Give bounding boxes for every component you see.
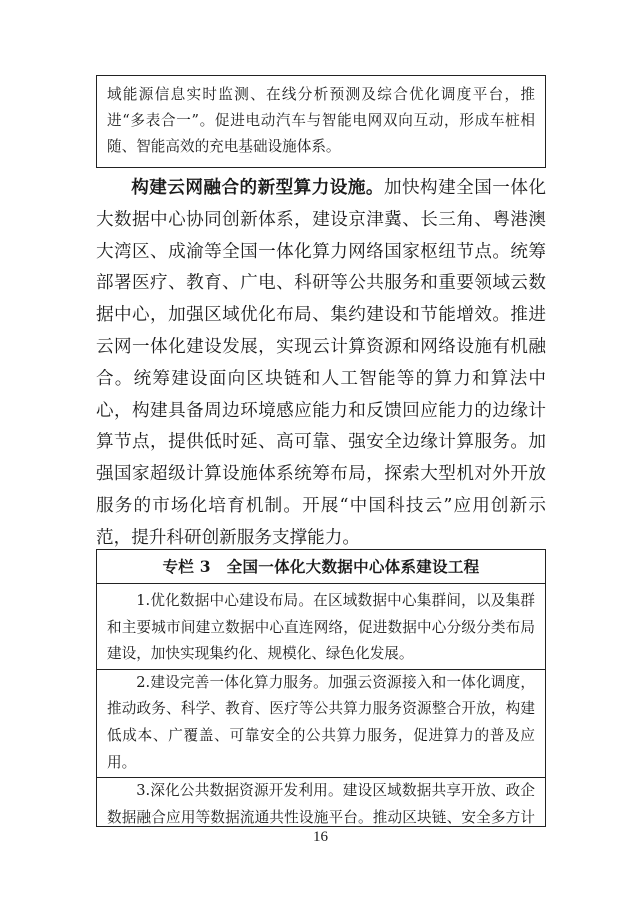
section-body bbox=[96, 172, 546, 555]
column-item-3: 3.深化公共数据资源开发利用。建设区域数据共享开放、政企数据融合应用等数据流通共性设施平台。推动区块链、安全多方计 bbox=[107, 782, 535, 826]
column-title: 专栏 3 全国一体化大数据中心体系建设工程 bbox=[97, 550, 545, 584]
column-item-2: 2.建设完善一体化算力服务。加强云资源接入和一体化调度，推动政务、科学、教育、医疗等公共算力服务资源整合开放，构建低成本、广覆盖、可靠安全的公共算力服务，促进算力的普及应用。 bbox=[107, 673, 535, 771]
continued-text-box bbox=[96, 75, 546, 168]
column-item-1: 1.优化数据中心建设布局。在区域数据中心集群间，以及集群和主要城市间建立数据中心直连网络，促进数据中心分级分类布局建设，加快实现集约化、规模化、绿色化发展。 bbox=[107, 592, 535, 663]
section-text: 加快构建全国一体化大数据中心协同创新体系，建设京津冀、长三角、粤港澳大湾区、成渝等全国一体化算力网络国家枢纽节点。统筹部署医疗、教育、广电、科研等公共服务和重要领域云数据中心，加强区域优化布局、集约建设和节能增效。推进云网一体化建设发展，实现云计算资源和网络设施有机融合。统筹建设面向区块链和人工智能等的算力和算法中心，构建具备周边环境感应能力和反馈回应能力的边缘计算节点，提供低时延、高可靠、强安全边缘计算服务。加强国家超级计算设施体系统筹布局，探索大型机对外开放服务的市场化培育机制。开展“中国科技云”应用创新示范，提升科研创新服务支撑能力。 bbox=[96, 178, 546, 548]
section-paragraph bbox=[96, 172, 546, 555]
column-body bbox=[97, 584, 545, 827]
section-heading: 构建云网融合的新型算力设施。 bbox=[131, 177, 384, 198]
continued-box-text: 域能源信息实时监测、在线分析预测及综合优化调度平台，推进“多表合一”。促进电动汽车与智能电网双向互动，形成车桩相随、智能高效的充电基础设施体系。 bbox=[107, 86, 535, 155]
page-number: 16 bbox=[313, 829, 328, 845]
column-box bbox=[96, 549, 546, 827]
